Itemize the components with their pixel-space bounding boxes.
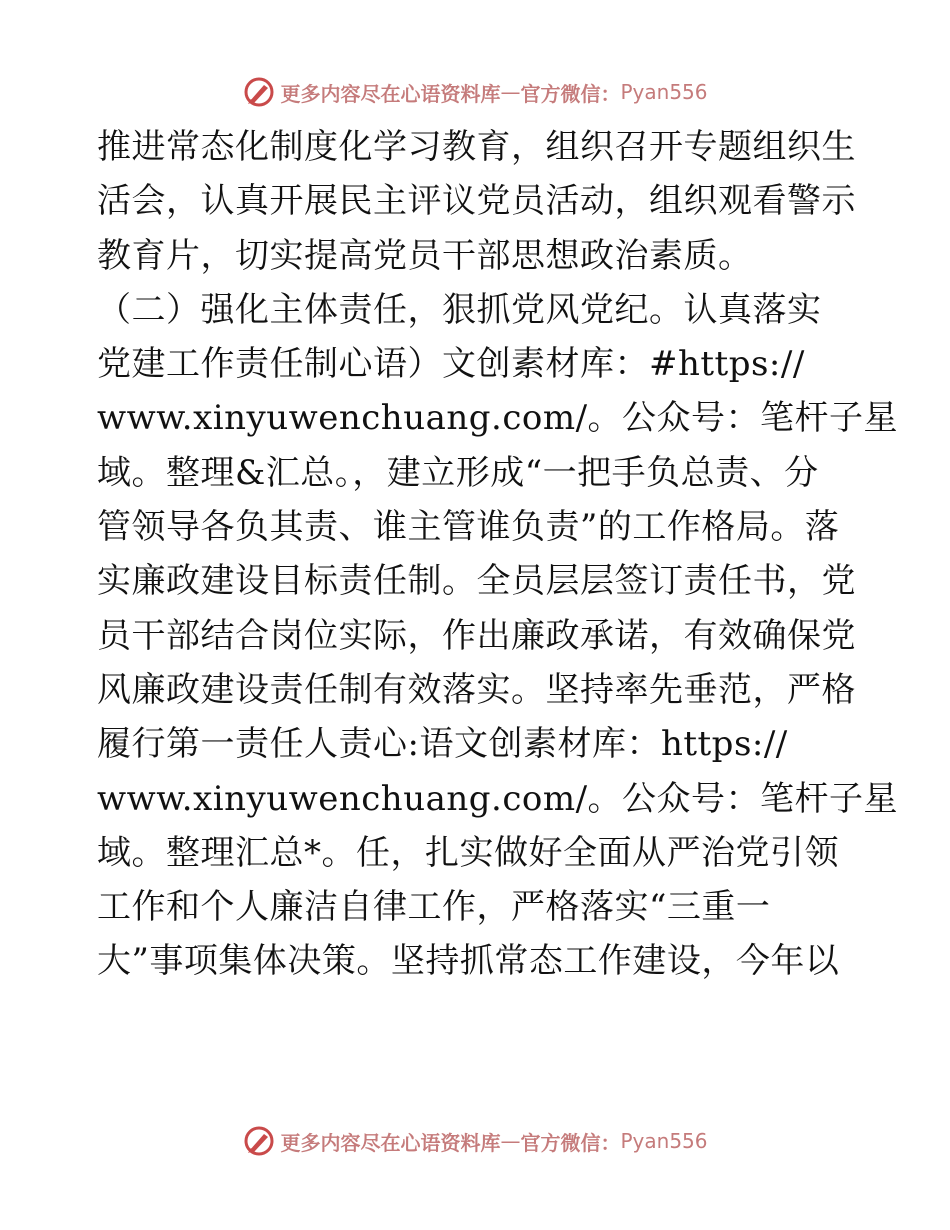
- text-line: 工作和个人廉洁自律工作，严格落实“三重一: [97, 887, 771, 928]
- document-body: [97, 120, 899, 989]
- watermark-contact: 官方微信：: [520, 81, 621, 106]
- text-line: 管领导各负其责、谁主管谁负责”的工作格局。落: [97, 507, 840, 548]
- text-line: 党建工作责任制心语）文创素材库：#https://: [97, 344, 805, 385]
- text-line: www.xinyuwenchuang.com/。公众号：笔杆子星: [97, 778, 899, 819]
- text-line: 域。整理汇总*。任，扎实做好全面从严治党引领: [97, 832, 839, 873]
- footer-watermark: [0, 1121, 950, 1161]
- text-line: 实廉政建设目标责任制。全员层层签订责任书，党: [97, 561, 856, 602]
- header-watermark: [0, 72, 950, 112]
- text-line: 履行第一责任人责心:语文创素材库：https://: [97, 724, 788, 765]
- text-line: www.xinyuwenchuang.com/。公众号：笔杆子星: [97, 398, 899, 439]
- pen-logo-icon: [242, 1124, 276, 1158]
- text-line: 活会，认真开展民主评议党员活动，组织观看警示: [97, 181, 856, 222]
- watermark-id: Pyan556: [620, 80, 708, 104]
- watermark-text: 更多内容尽在心语资料库: [280, 81, 501, 106]
- watermark-contact: 官方微信：: [520, 1130, 621, 1155]
- text-line: 教育片，切实提高党员干部思想政治素质。: [97, 235, 753, 276]
- watermark-id: Pyan556: [620, 1129, 708, 1153]
- text-line: 推进常态化制度化学习教育，组织召开专题组织生: [97, 127, 856, 167]
- text-line: 大”事项集体决策。坚持抓常态工作建设，今年以: [97, 941, 840, 982]
- watermark-text: 更多内容尽在心语资料库: [280, 1130, 501, 1155]
- text-line: 员干部结合岗位实际，作出廉政承诺，有效确保党: [97, 615, 856, 656]
- text-line: 域。整理&汇总。，建立形成“一把手负总责、分: [97, 452, 819, 493]
- section-heading-line: （二）强化主体责任，狠抓党风党纪。认真落实: [97, 289, 822, 330]
- watermark-separator: —: [500, 1129, 521, 1153]
- pen-logo-icon: [242, 75, 276, 109]
- watermark-separator: —: [500, 80, 521, 104]
- text-line: 风廉政建设责任制有效落实。坚持率先垂范，严格: [97, 669, 856, 710]
